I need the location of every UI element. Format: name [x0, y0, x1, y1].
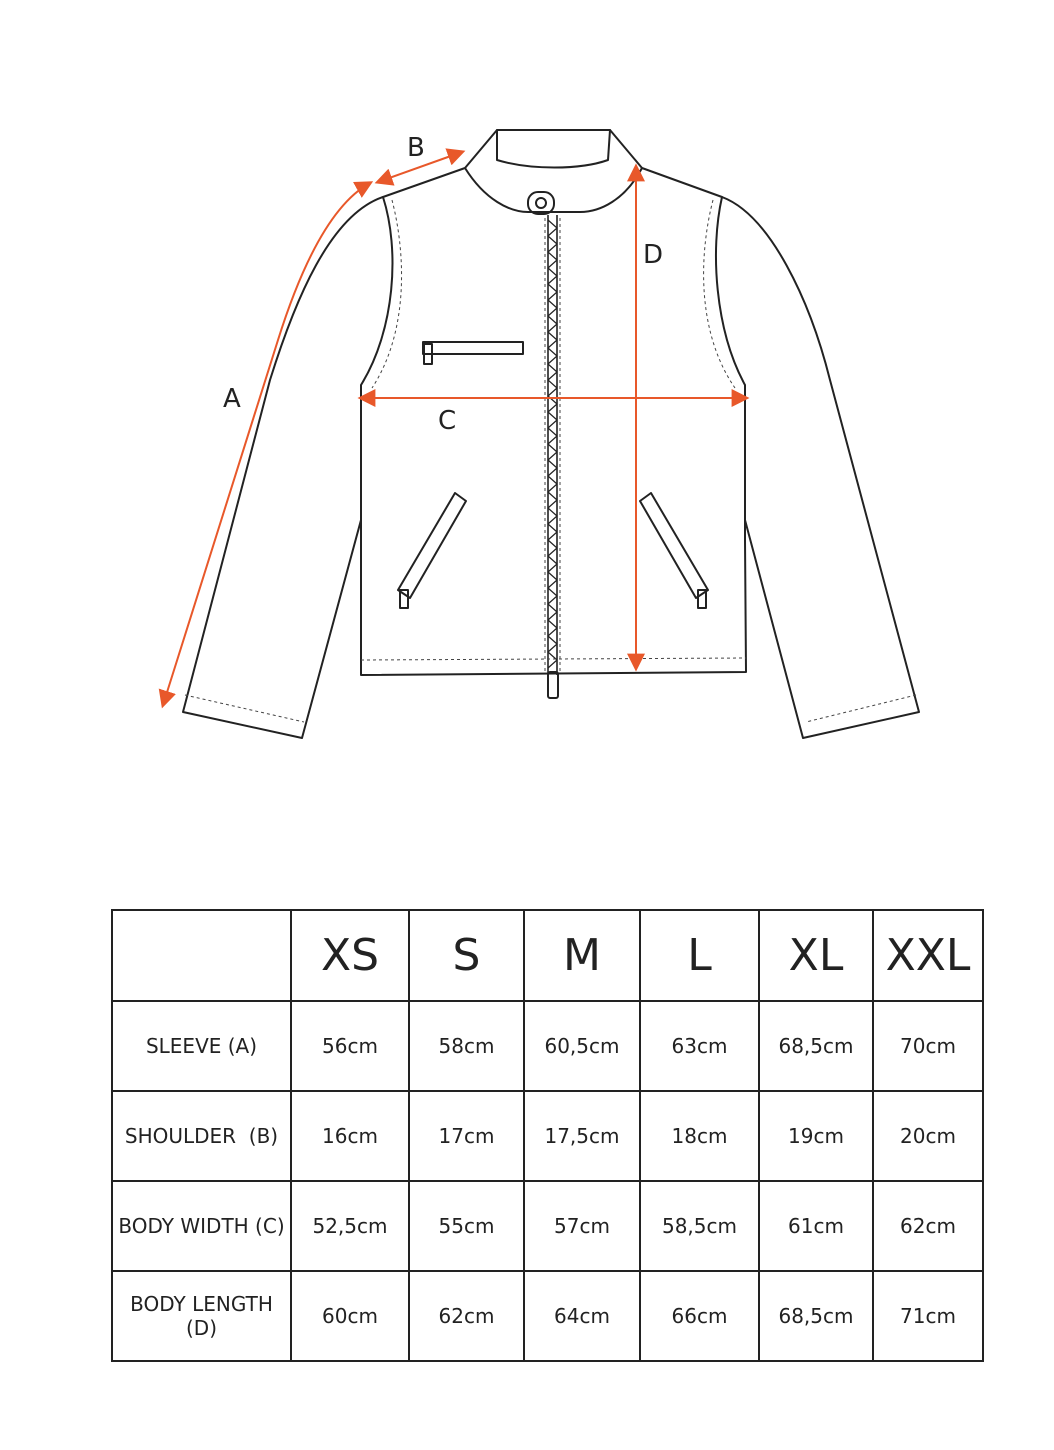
- right-sleeve: [722, 197, 919, 738]
- corner-cell: [112, 910, 291, 1001]
- label-c: C: [438, 406, 457, 436]
- size-header: M: [524, 910, 640, 1001]
- size-header-row: [112, 910, 983, 1001]
- measure-cell: 20cm: [873, 1091, 983, 1181]
- measure-cell: 64cm: [524, 1271, 640, 1361]
- stitch-lines: [185, 200, 916, 722]
- measure-cell: 17,5cm: [524, 1091, 640, 1181]
- row-label: SLEEVE (A): [112, 1001, 291, 1091]
- measure-cell: 61cm: [759, 1181, 873, 1271]
- label-d: D: [643, 240, 664, 270]
- table-row-body-length: [112, 1271, 983, 1361]
- measure-cell: 60,5cm: [524, 1001, 640, 1091]
- measure-cell: 56cm: [291, 1001, 409, 1091]
- measure-cell: 60cm: [291, 1271, 409, 1361]
- measure-cell: 63cm: [640, 1001, 759, 1091]
- measure-cell: 71cm: [873, 1271, 983, 1361]
- jacket-outline: [183, 130, 919, 738]
- measure-cell: 55cm: [409, 1181, 524, 1271]
- size-header: XXL: [873, 910, 983, 1001]
- measure-cell: 68,5cm: [759, 1271, 873, 1361]
- table-row-sleeve: [112, 1001, 983, 1091]
- measure-cell: 17cm: [409, 1091, 524, 1181]
- collar-snap: [528, 192, 554, 214]
- left-sleeve: [183, 197, 383, 738]
- zipper-teeth: [548, 220, 557, 668]
- measure-cell: 66cm: [640, 1271, 759, 1361]
- measure-cell: 58,5cm: [640, 1181, 759, 1271]
- size-chart-table: [111, 909, 984, 1362]
- measure-cell: 16cm: [291, 1091, 409, 1181]
- chest-pocket: [423, 342, 523, 354]
- jacket-collar: [497, 130, 610, 168]
- size-header: XS: [291, 910, 409, 1001]
- measure-cell: 68,5cm: [759, 1001, 873, 1091]
- measure-cell: 58cm: [409, 1001, 524, 1091]
- measure-cell: 52,5cm: [291, 1181, 409, 1271]
- right-side-pocket: [640, 493, 708, 598]
- row-label: BODY WIDTH (C): [112, 1181, 291, 1271]
- measure-cell: 62cm: [409, 1271, 524, 1361]
- table-row-body-width: [112, 1181, 983, 1271]
- measure-cell: 18cm: [640, 1091, 759, 1181]
- measure-cell: 57cm: [524, 1181, 640, 1271]
- measure-cell: 62cm: [873, 1181, 983, 1271]
- zipper-pull: [548, 672, 558, 698]
- size-header: L: [640, 910, 759, 1001]
- row-label: SHOULDER (B): [112, 1091, 291, 1181]
- row-label: BODY LENGTH (D): [112, 1271, 291, 1361]
- arrow-a-sleeve: [163, 183, 370, 705]
- label-a: A: [223, 384, 241, 414]
- label-b: B: [407, 133, 425, 163]
- measure-cell: 19cm: [759, 1091, 873, 1181]
- table-row-shoulder: [112, 1091, 983, 1181]
- measure-cell: 70cm: [873, 1001, 983, 1091]
- left-side-pocket: [398, 493, 466, 598]
- size-header: S: [409, 910, 524, 1001]
- size-header: XL: [759, 910, 873, 1001]
